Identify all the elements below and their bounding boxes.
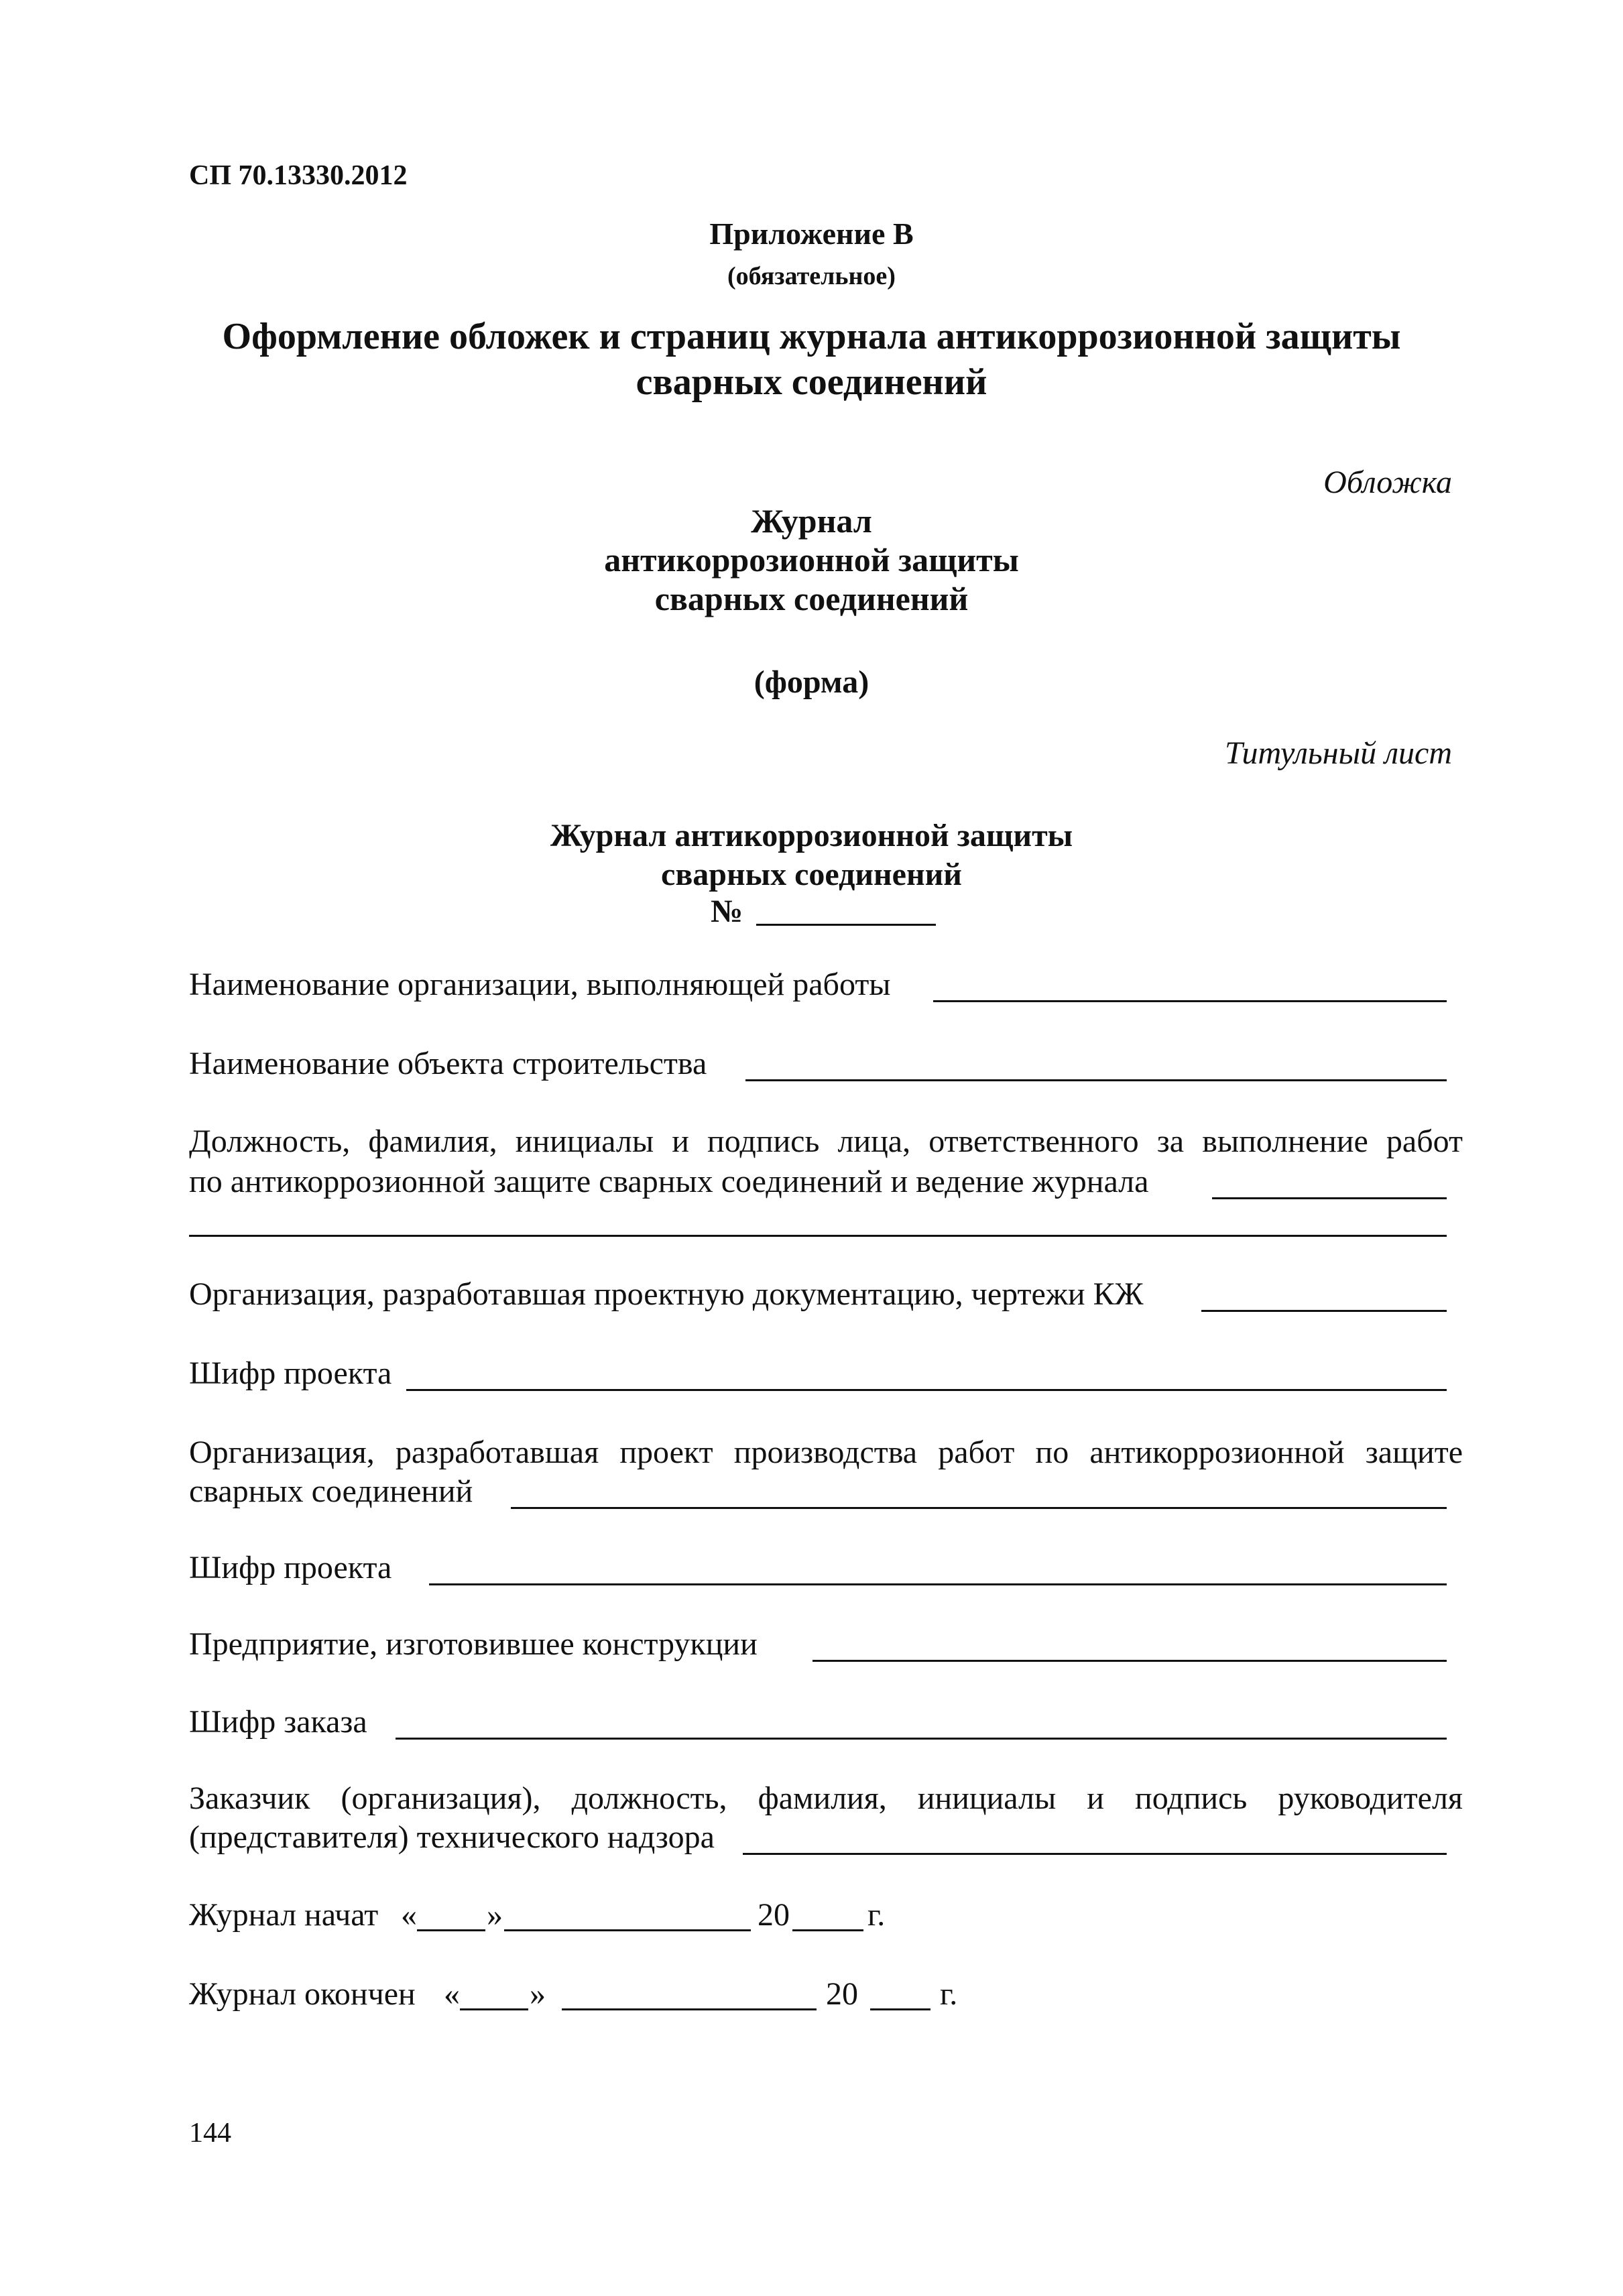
page-number: 144: [189, 2118, 231, 2149]
field-ppr-org-label-line1: Организация, разработавшая проект производства работ по антикоррозионной защите: [189, 1435, 1463, 1470]
appendix-title-line1: Оформление обложек и страниц журнала антикоррозионной защиты: [222, 316, 1401, 357]
field-design-org-label: Организация, разработавшая проектную документацию, чертежи КЖ: [189, 1276, 1144, 1312]
field-responsible-label-line2: по антикоррозионной защите сварных соединений и ведение журнала: [189, 1164, 1149, 1199]
journal-ended-close-quote: »: [530, 1976, 546, 2012]
field-customer-blank: [743, 1853, 1447, 1855]
cover-title-line3: сварных соединений: [654, 580, 969, 617]
field-manufacturer-label: Предприятие, изготовившее конструкции: [189, 1626, 758, 1662]
appendix-label: Приложение В: [709, 217, 914, 251]
journal-started-year-suffix: г.: [867, 1897, 886, 1933]
journal-started-century: 20: [758, 1897, 790, 1933]
cover-title-line2: антикоррозионной защиты: [604, 541, 1019, 579]
journal-ended-day-blank: [460, 2008, 528, 2010]
journal-ended-century: 20: [826, 1976, 858, 2012]
cover-form-label: (форма): [754, 664, 869, 700]
field-ppr-org-label-line2: сварных соединений: [189, 1473, 473, 1509]
standard-code: СП 70.13330.2012: [189, 160, 408, 191]
journal-ended-year-blank: [870, 2008, 930, 2010]
cover-title-line1: Журнал: [751, 502, 872, 540]
field-org-performing-blank: [933, 1000, 1447, 1002]
journal-ended-month-blank: [562, 2008, 817, 2010]
journal-number-sign: №: [711, 894, 743, 929]
journal-ended-open-quote: «: [444, 1976, 460, 2012]
appendix-status: (обязательное): [727, 262, 896, 290]
journal-started-label: Журнал начат: [189, 1897, 379, 1933]
field-project-code-1-label: Шифр проекта: [189, 1355, 392, 1391]
title-page-heading: [0, 817, 1623, 894]
field-design-org-blank: [1201, 1310, 1447, 1312]
field-customer-label-line1: Заказчик (организация), должность, фамилия, инициалы и подпись руководителя: [189, 1780, 1463, 1816]
title-page-label: Титульный лист: [1224, 735, 1452, 771]
journal-ended-year-suffix: г.: [940, 1976, 958, 2012]
field-project-code-1-blank: [406, 1389, 1447, 1391]
title-page-heading-line2: сварных соединений: [661, 857, 962, 892]
appendix-title-line2: сварных соединений: [636, 361, 987, 403]
field-responsible-blank-2: [189, 1235, 1447, 1237]
title-page-heading-line1: Журнал антикоррозионной защиты: [550, 818, 1073, 853]
field-customer-label-line2: (представителя) технического надзора: [189, 1819, 715, 1855]
cover-label: Обложка: [1323, 465, 1452, 500]
appendix-title: [0, 314, 1623, 405]
journal-ended-label: Журнал окончен: [189, 1976, 416, 2012]
field-project-code-2-blank: [429, 1583, 1447, 1585]
field-project-code-2-label: Шифр проекта: [189, 1550, 392, 1585]
journal-number-blank: [756, 924, 936, 926]
field-order-code-label: Шифр заказа: [189, 1704, 367, 1740]
field-object-name-blank: [745, 1079, 1447, 1081]
cover-title: [0, 501, 1623, 618]
journal-started-year-blank: [792, 1929, 863, 1931]
journal-started-month-blank: [504, 1929, 751, 1931]
field-object-name-label: Наименование объекта строительства: [189, 1046, 707, 1081]
field-responsible-label-line1: Должность, фамилия, инициалы и подпись лица, ответственного за выполнение работ: [189, 1124, 1463, 1159]
journal-started-close-quote: »: [487, 1897, 503, 1933]
field-order-code-blank: [396, 1738, 1447, 1740]
field-manufacturer-blank: [813, 1660, 1447, 1662]
field-ppr-org-blank: [511, 1507, 1447, 1509]
journal-started-day-blank: [417, 1929, 485, 1931]
field-org-performing-label: Наименование организации, выполняющей работы: [189, 967, 891, 1002]
field-responsible-blank-1: [1212, 1197, 1447, 1199]
journal-started-open-quote: «: [401, 1897, 417, 1933]
